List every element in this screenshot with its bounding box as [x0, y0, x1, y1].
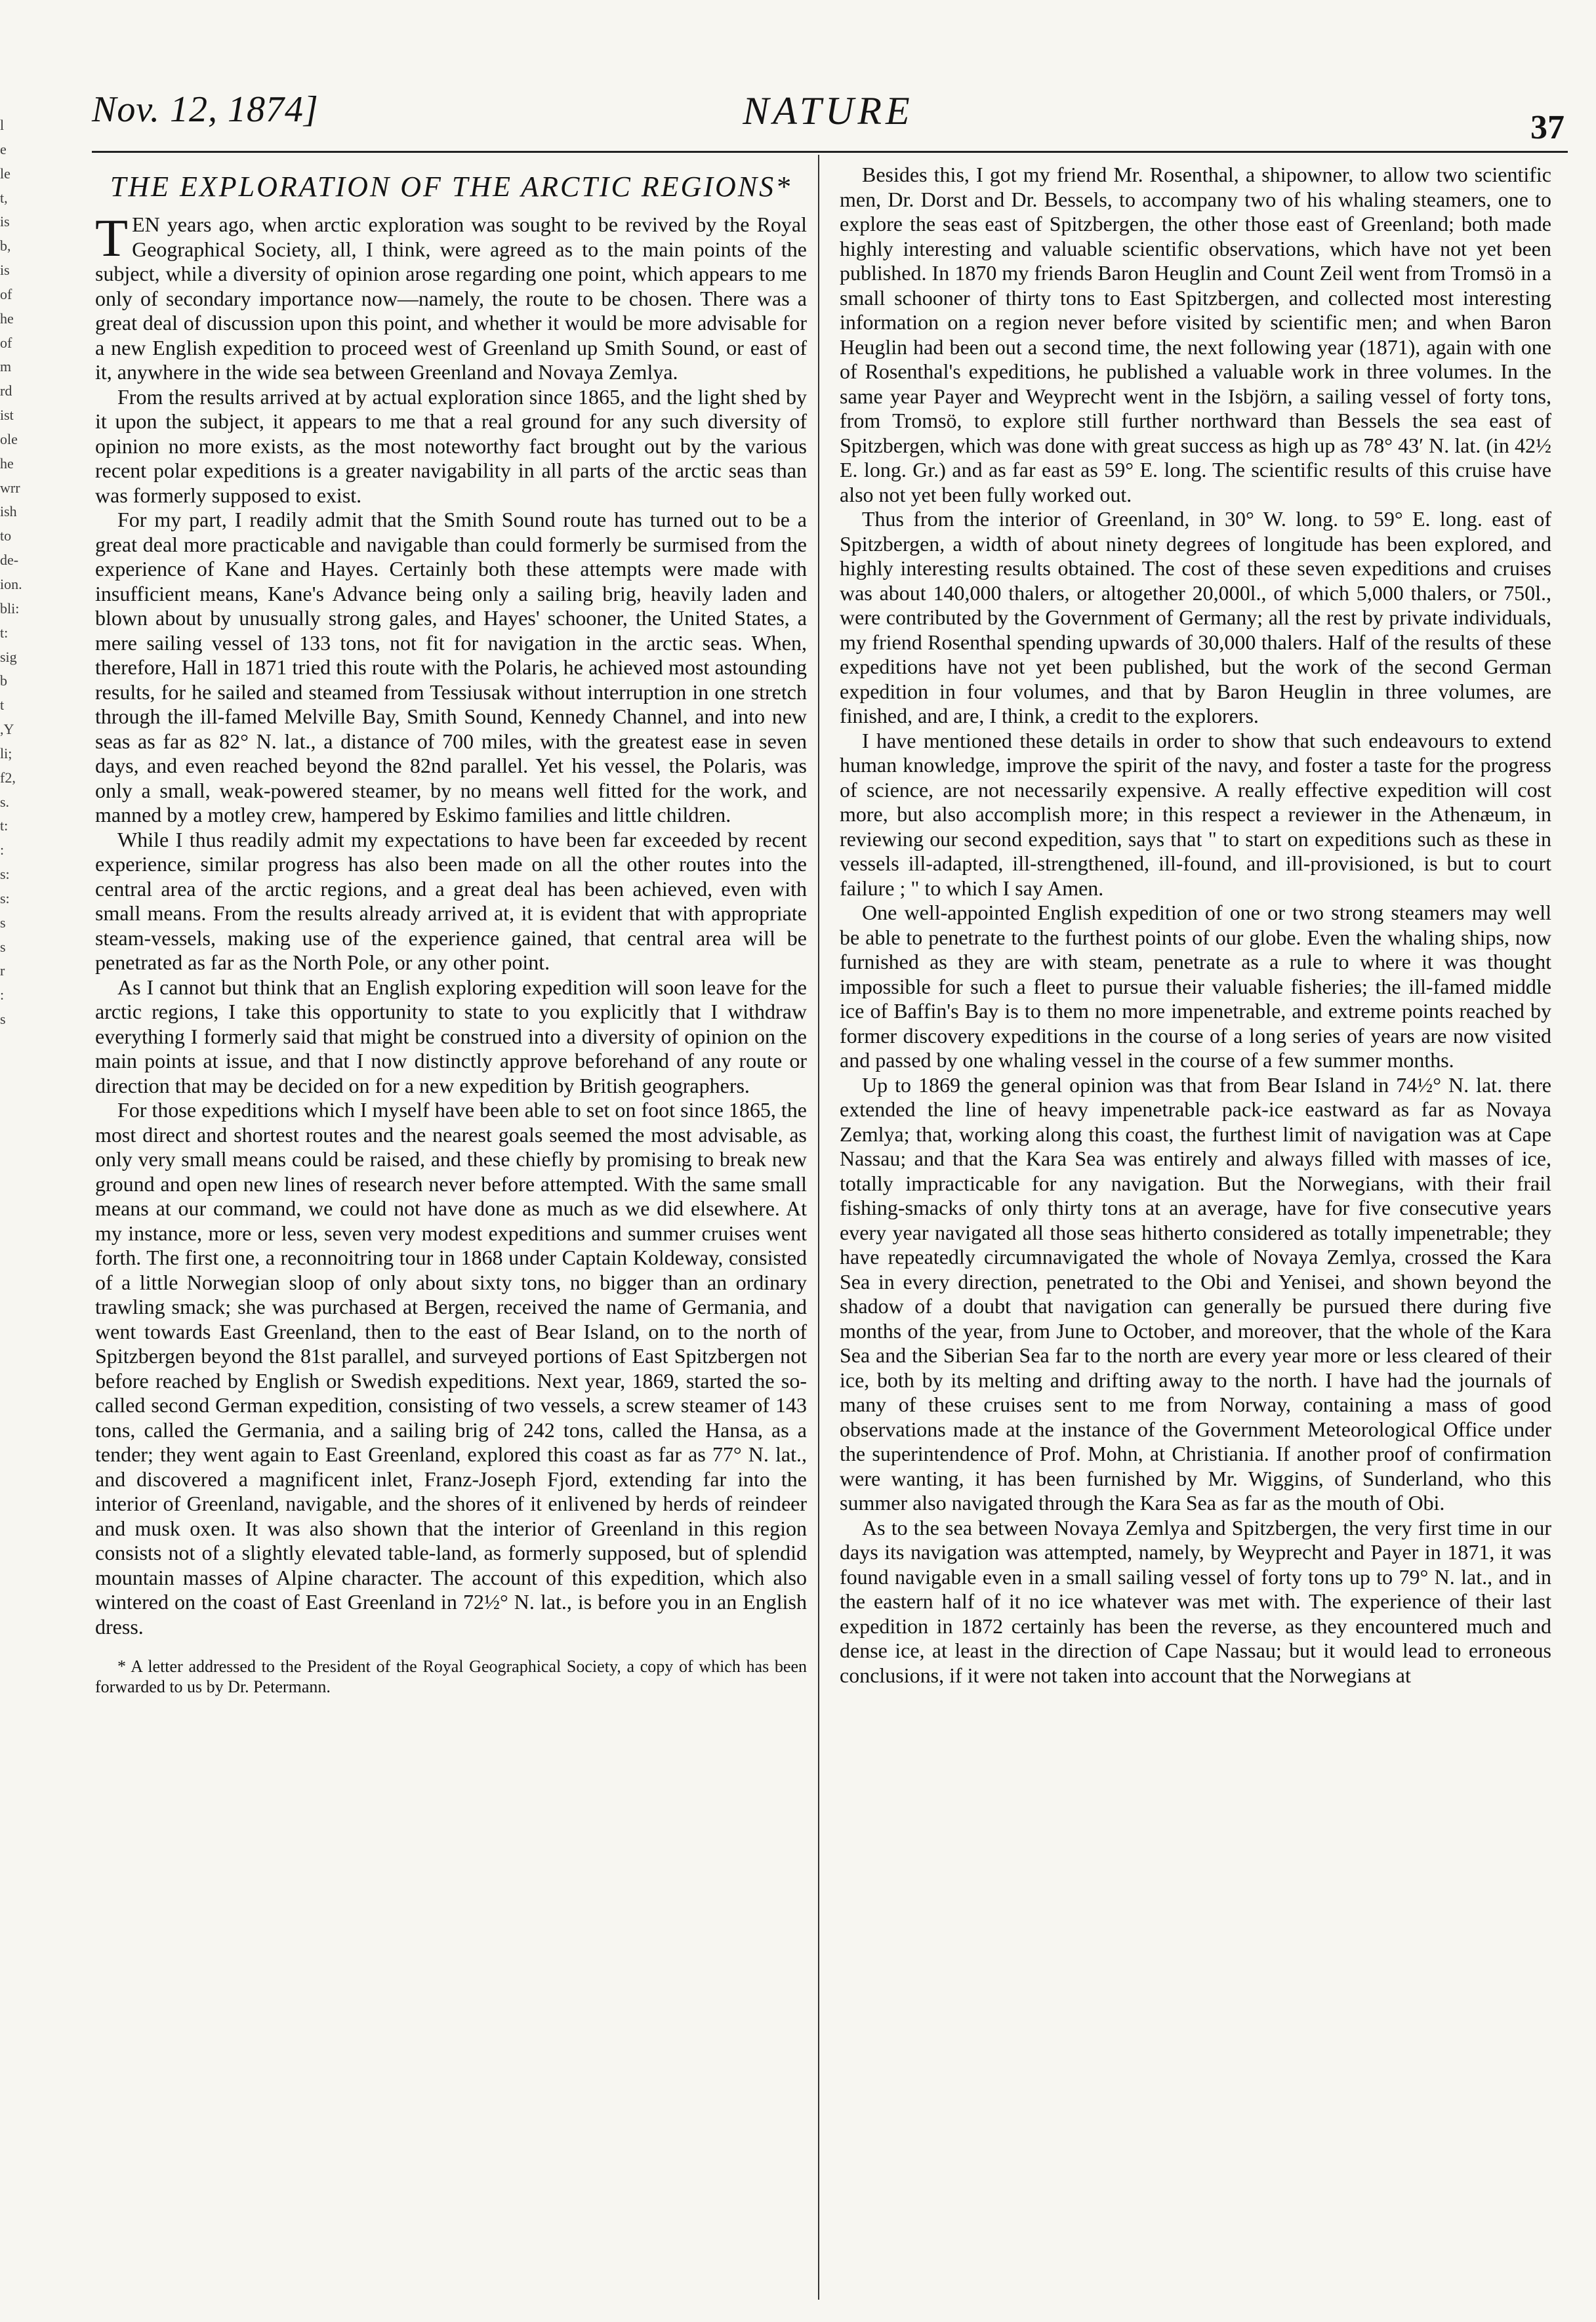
margin-fragment: ion. — [0, 576, 22, 592]
paragraph: I have mentioned these details in order to show that such endeavours to extend human knowledge, improve the spirit of the navy, and foster a taste for the progress of science, are not necessarily expensive. A really effective expedition will cost more, but also accomplish more; in this respect a reviewer in the Athenæum, in reviewing our second expedition, says that " to start on expeditions such as these in vessels ill-adapted, ill-strengthened, ill-found, and ill-provisioned, is but to court failure ; " to which I say Amen. — [840, 728, 1551, 900]
margin-fragment: he — [0, 455, 14, 472]
margin-fragment: li; — [0, 745, 12, 762]
margin-fragment: ole — [0, 431, 18, 447]
margin-fragment: r — [0, 962, 5, 979]
margin-fragment: m — [0, 358, 12, 375]
margin-fragment: sig — [0, 649, 17, 665]
paragraph: As to the sea between Novaya Zemlya and Spitzbergen, the very first time in our days its navigation was attempted, namely, by Weyprecht and Payer in 1871, it was found navigable even in a small sailing vessel of forty tons up to 79° N. lat., and in the eastern half of it no ice whatever was met with. The experience of their last expedition in 1872 certainly has been the reverse, as they encountered much and dense ice, at least in the direction of Cape Nassau; but it would lead to erroneous conclusions, if it were not taken into account that the Norwegians at — [840, 1515, 1551, 1687]
margin-fragment: ist — [0, 407, 14, 423]
article-title: THE EXPLORATION OF THE ARCTIC REGIONS* — [110, 171, 792, 203]
paragraph: Besides this, I got my friend Mr. Rosenthal, a shipowner, to allow two scientific men, Dr. Dorst and Dr. Bessels, to accompany two of his whaling steamers, one to explore the seas east of Spitzbergen, the other those east of Greenland; both made highly interesting and valuable scientific observations, which have not yet been published. In 1870 my friends Baron Heuglin and Count Zeil went from Tromsö in a small schooner of thirty tons to East Spitzbergen, and collected most interesting information on a region never before visited by scientific men; and when Baron Heuglin had been out a second time, the next following year (1871), again with one of Rosenthal's expeditions, he published a valuable work in three volumes. In the same year Payer and Weyprecht went in the Isbjörn, a sailing vessel of forty tons, from Tromsö, to explore still further northward than Bessels the sea east of Spitzbergen, which was done with great success as high up as 78° 43′ N. lat. (in 42½ E. long. Gr.) and as far east as 59° E. long. The scientific results of this cruise have also not yet been fully worked out. — [840, 163, 1551, 506]
margin-fragment: t: — [0, 624, 9, 641]
margin-fragment: t: — [0, 817, 9, 834]
margin-fragment: e — [0, 141, 7, 157]
footnote: * A letter addressed to the President of the Royal Geographical Society, a copy of which has been forwarded to us by Dr. Petermann. — [95, 1657, 807, 1696]
margin-fragment: ,Y — [0, 721, 14, 737]
margin-fragment: of — [0, 335, 12, 351]
margin-fragment: s — [0, 914, 6, 931]
journal-title: NATURE — [743, 89, 914, 132]
margin-fragment: rd — [0, 382, 12, 399]
margin-fragment: f2, — [0, 769, 16, 786]
margin-fragment: : — [0, 842, 5, 858]
left-column — [95, 163, 807, 1697]
margin-fragment: s: — [0, 890, 10, 906]
margin-fragment: b, — [0, 237, 11, 254]
paragraph: One well-appointed English expedition of one or two strong steamers may well be able to penetrate to the furthest points of our globe. Even the whaling ships, now furnished as they are with steam, penetrate as a rule to where it was thought impossible for such a fleet to pursue their valuable fisheries; the ill-famed middle ice of Baffin's Bay is to them no more impenetrable, and extreme points reached by former discovery expeditions in the course of a long series of years are now visited and passed by one whaling vessel in the course of a few summer months. — [840, 901, 1551, 1072]
paragraph: As I cannot but think that an English exploring expedition will soon leave for the arctic regions, I take this opportunity to state to you explicitly that I withdraw everything I formerly said that might be construed into a diversity of opinion on the main points at issue, and that I now distinctly approve beforehand of any route or direction that may be decided on for a new expedition by British geographers. — [95, 975, 807, 1097]
paragraph: From the results arrived at by actual exploration since 1865, and the light shed by it upon the subject, it appears to me that a real ground for any such diversity of opinion no more exists, as the most noteworthy fact brought out by the various recent polar expeditions is a greater navigability in all parts of the arctic seas than was formerly supposed to exist. — [95, 384, 807, 507]
page-number: 37 — [1530, 109, 1565, 146]
paragraph — [95, 208, 807, 385]
left-margin-fragments — [0, 118, 42, 1049]
paragraph: For those expeditions which I myself have been able to set on foot since 1865, the most direct and shortest routes and the nearest goals seemed the most advisable, as only very small means could be raised, and these chiefly by promising to break new ground and open new lines of research never before attempted. With the same small means at our command, we could not have done as much as we did elsewhere. At my instance, more or less, seven very modest expeditions and summer cruises went forth. The first one, a reconnoitring tour in 1868 under Captain Koldeway, consisted of a little Norwegian sloop of only about sixty tons, no bigger than an ordinary trawling smack; she was purchased at Bergen, received the name of Germania, and went towards East Greenland, then to the east of Bear Island, on to the north of Spitzbergen beyond the 81st parallel, and surveyed portions of East Spitzbergen not before reached by English or Swedish expeditions. Next year, 1869, started the so-called second German expedition, consisting of two vessels, a screw steamer of 143 tons, called the Germania, and a sailing brig of 242 tons, called the Hansa, as a tender; they went again to East Greenland, explored this coast as far as 77° N. lat., and discovered a magnificent inlet, Franz-Joseph Fjord, extending far into the interior of Greenland, navigable, and the shores of it enlivened by herds of reindeer and musk oxen. It was also shown that the interior of Greenland in this region consists not of a slightly elevated table-land, as formerly supposed, but of splendid mountain masses of Alpine character. The account of this expedition, which also wintered on the coast of East Greenland in 72½° N. lat., is before you in an English dress. — [95, 1098, 807, 1639]
margin-fragment: s: — [0, 866, 10, 882]
margin-fragment: ish — [0, 503, 17, 519]
margin-fragment: t, — [0, 190, 8, 206]
right-column — [840, 163, 1551, 1688]
margin-fragment: he — [0, 310, 14, 327]
header-rule — [92, 151, 1568, 153]
margin-fragment: s — [0, 939, 6, 955]
margin-fragment: s — [0, 1011, 6, 1027]
margin-fragment: l — [0, 117, 5, 133]
drop-cap: T — [95, 208, 129, 268]
margin-fragment: is — [0, 262, 10, 278]
page-header — [92, 89, 1565, 148]
margin-fragment: b — [0, 672, 7, 689]
margin-fragment: t — [0, 697, 5, 713]
margin-fragment: bli: — [0, 600, 20, 617]
paragraph: Up to 1869 the general opinion was that from Bear Island in 74½° N. lat. there extended the line of heavy impenetrable pack-ice eastward as far as Novaya Zemlya; that, working along this coast, the furthest limit of navigation was at Cape Nassau; and that the Kara Sea was entirely and always filled with masses of ice, totally impracticable for any navigation. But the Norwegians, with their frail fishing-smacks of only thirty tons at an average, have for five consecutive years every year navigated all those seas hitherto considered as totally impenetrable; they have repeatedly circumnavigated the whole of Novaya Zemlya, crossed the Kara Sea in every direction, penetrated to the Obi and Yenisei, and shown beyond the shadow of a doubt that navigation can generally be pursued there during five months of the year, from June to October, and moreover, that the whole of the Kara Sea and the Siberian Sea far to the north are every year more or less cleared of their ice, both by its melting and drifting away to the north. I have had the journals of many of these cruises sent to me from Norway, containing a mass of good observations made at the instance of the Government Meteorological Office under the superintendence of Prof. Mohn, at Christiania. If another proof of confirmation were wanting, it has been furnished by Mr. Wiggins, of Sunderland, who this summer also navigated through the Kara Sea as far as the mouth of Obi. — [840, 1072, 1551, 1515]
issue-date: Nov. 12, 1874] — [92, 89, 319, 130]
margin-fragment: de- — [0, 552, 19, 568]
column-divider — [818, 155, 819, 2300]
margin-fragment: of — [0, 286, 12, 302]
margin-fragment: le — [0, 165, 10, 182]
paragraph: While I thus readily admit my expectations to have been far exceeded by recent experience, similar progress has also been made on all the other routes into the central area of the arctic regions, and a great deal has been achieved, even with small means. From the results already arrived at, it is evident that with appropriate steam-vessels, making use of the experience gained, that central area will be penetrated as far as the North Pole, or any other point. — [95, 827, 807, 974]
margin-fragment: is — [0, 213, 10, 230]
margin-fragment: to — [0, 527, 12, 544]
margin-fragment: s. — [0, 794, 10, 810]
paragraph: For my part, I readily admit that the Smith Sound route has turned out to be a great deal more practicable and navigable than could formerly be surmised from the experience of Kane and Hayes. Certainly both these attempts were made with insufficient means, Kane's Advance being only a sailing brig, heavily laden and blown about by unusually strong gales, and Hayes' schooner, the United States, a mere sailing vessel of 133 tons, not fit for navigation in the arctic seas. When, therefore, Hall in 1871 tried this route with the Polaris, he achieved most astounding results, for he sailed and steamed from Tessiusak without interruption in one stretch through the ill-famed Melville Bay, Smith Sound, Kennedy Channel, and into new seas as far as 82° N. lat., a distance of 700 miles, with the greatest ease in seven days, and even reached beyond the 82nd parallel. Yet his vessel, the Polaris, was only a small, weak-powered steamer, by no means well fitted for the work, and manned by a motley crew, hampered by Eskimo families and little children. — [95, 508, 807, 826]
margin-fragment: : — [0, 987, 5, 1003]
paragraph: Thus from the interior of Greenland, in 30° W. long. to 59° E. long. east of Spitzbergen, a width of about ninety degrees of longitude has been explored, and highly interesting results obtained. The cost of these seven expeditions and cruises was about 140,000 thalers, or altogether 20,000l., of which 5,000 thalers, or 750l., were contributed by the Government of Germany; all the rest by private individuals, my friend Rosenthal spending upwards of 30,000 thalers. Half of the results of these expeditions have not yet been published, but the work of the second German expedition in four volumes, and that by Baron Heuglin in three volumes, are finished, and are, I think, a credit to the explorers. — [840, 507, 1551, 727]
margin-fragment: wrr — [0, 479, 20, 496]
paragraph-text: EN years ago, when arctic exploration was sought to be revived by the Royal Geographical Society, all, I think, were agreed as to the main points of the subject, while a diversity of opinion arose regarding one point, which appears to me only of secondary importance now—namely, the route to be chosen. There was a great deal of discussion upon this point, and whether it would be more advisable for a new English expedition to proceed west of Greenland up Smith Sound, or east of it, anywhere in the wide sea between Greenland and Novaya Zemlya. — [95, 213, 807, 384]
